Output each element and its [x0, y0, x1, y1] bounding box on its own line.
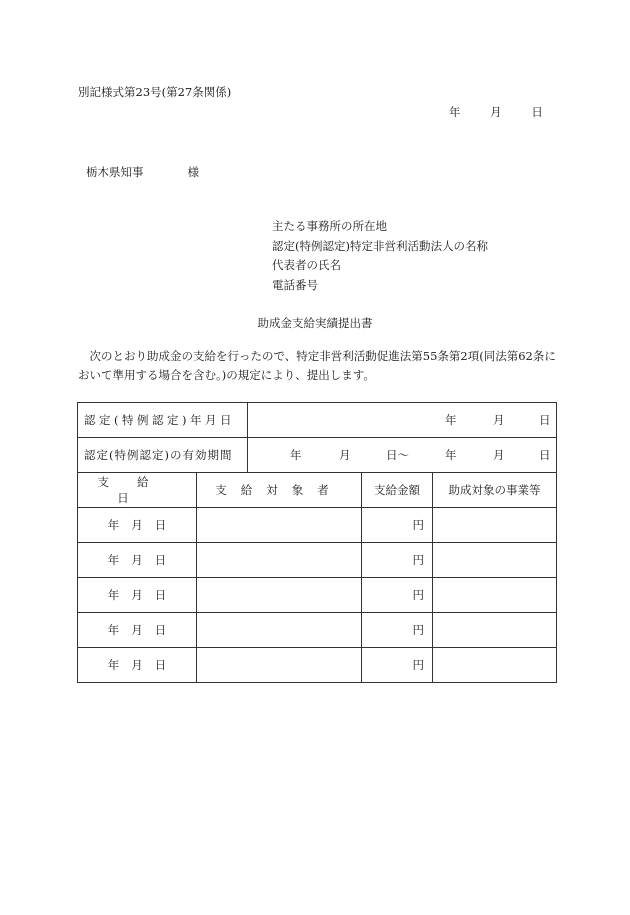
validity-end-year: 年	[445, 448, 457, 462]
submission-date	[449, 104, 543, 120]
row-recipient[interactable]	[197, 508, 362, 543]
row-recipient[interactable]	[197, 543, 362, 578]
applicant-address-label: 主たる事務所の所在地	[272, 219, 387, 233]
header-project: 助成対象の事業等	[433, 473, 557, 508]
row-project[interactable]	[433, 613, 557, 648]
date-month: 月	[490, 105, 502, 119]
date-day: 日	[531, 105, 543, 119]
row-amount[interactable]: 円	[362, 648, 433, 683]
document-title: 助成金支給実績提出書	[257, 316, 373, 330]
table-row	[78, 578, 557, 613]
cert-date-label: 認定(特例認定)年月日	[78, 403, 248, 438]
row-payment-date[interactable]: 年 月 日	[78, 613, 197, 648]
validity-start-month: 月	[339, 448, 351, 462]
row-amount[interactable]: 円	[362, 543, 433, 578]
row-project[interactable]	[433, 508, 557, 543]
cert-date-year: 年	[445, 413, 457, 427]
validity-start-day: 日〜	[386, 448, 410, 462]
report-table	[77, 402, 557, 683]
validity-end-day: 日	[539, 448, 551, 462]
row-amount[interactable]: 円	[362, 613, 433, 648]
cert-date-row	[78, 403, 557, 438]
date-year: 年	[449, 105, 461, 119]
applicant-representative-label: 代表者の氏名	[272, 258, 341, 272]
row-amount[interactable]: 円	[362, 578, 433, 613]
row-payment-date[interactable]: 年 月 日	[78, 543, 197, 578]
addressee	[86, 164, 199, 180]
header-payment-date: 支給日	[78, 473, 197, 508]
header-amount: 支給金額	[362, 473, 433, 508]
row-payment-date[interactable]: 年 月 日	[78, 508, 197, 543]
addressee-honorific: 様	[187, 165, 199, 179]
table-row	[78, 648, 557, 683]
row-recipient[interactable]	[197, 613, 362, 648]
row-project[interactable]	[433, 543, 557, 578]
row-recipient[interactable]	[197, 648, 362, 683]
header-row	[78, 473, 557, 508]
row-recipient[interactable]	[197, 578, 362, 613]
validity-row	[78, 438, 557, 473]
header-recipient: 支給対象者	[197, 473, 362, 508]
addressee-name: 栃木県知事	[86, 165, 144, 179]
validity-start-year: 年	[290, 448, 302, 462]
table-row	[78, 613, 557, 648]
row-project[interactable]	[433, 578, 557, 613]
cert-date-month: 月	[493, 413, 505, 427]
table-row	[78, 508, 557, 543]
body-text: 次のとおり助成金の支給を行ったので、特定非営利活動促進法第55条第2項(同法第62条において準用する場合を含む。)の規定により、提出します。	[78, 349, 556, 382]
applicant-org-name-label: 認定(特例認定)特定非営利活動法人の名称	[272, 238, 488, 253]
cert-date-day: 日	[539, 413, 551, 427]
applicant-phone-label: 電話番号	[272, 277, 318, 292]
form-number: 別記様式第23号(第27条関係)	[78, 85, 232, 99]
applicant-block	[272, 217, 488, 295]
row-project[interactable]	[433, 648, 557, 683]
table-row	[78, 543, 557, 578]
validity-end-month: 月	[493, 448, 505, 462]
row-payment-date[interactable]: 年 月 日	[78, 578, 197, 613]
cert-date-value[interactable]	[248, 403, 557, 438]
row-payment-date[interactable]: 年 月 日	[78, 648, 197, 683]
row-amount[interactable]: 円	[362, 508, 433, 543]
validity-value[interactable]	[248, 438, 557, 473]
validity-label: 認定(特例認定)の有効期間	[78, 438, 248, 473]
